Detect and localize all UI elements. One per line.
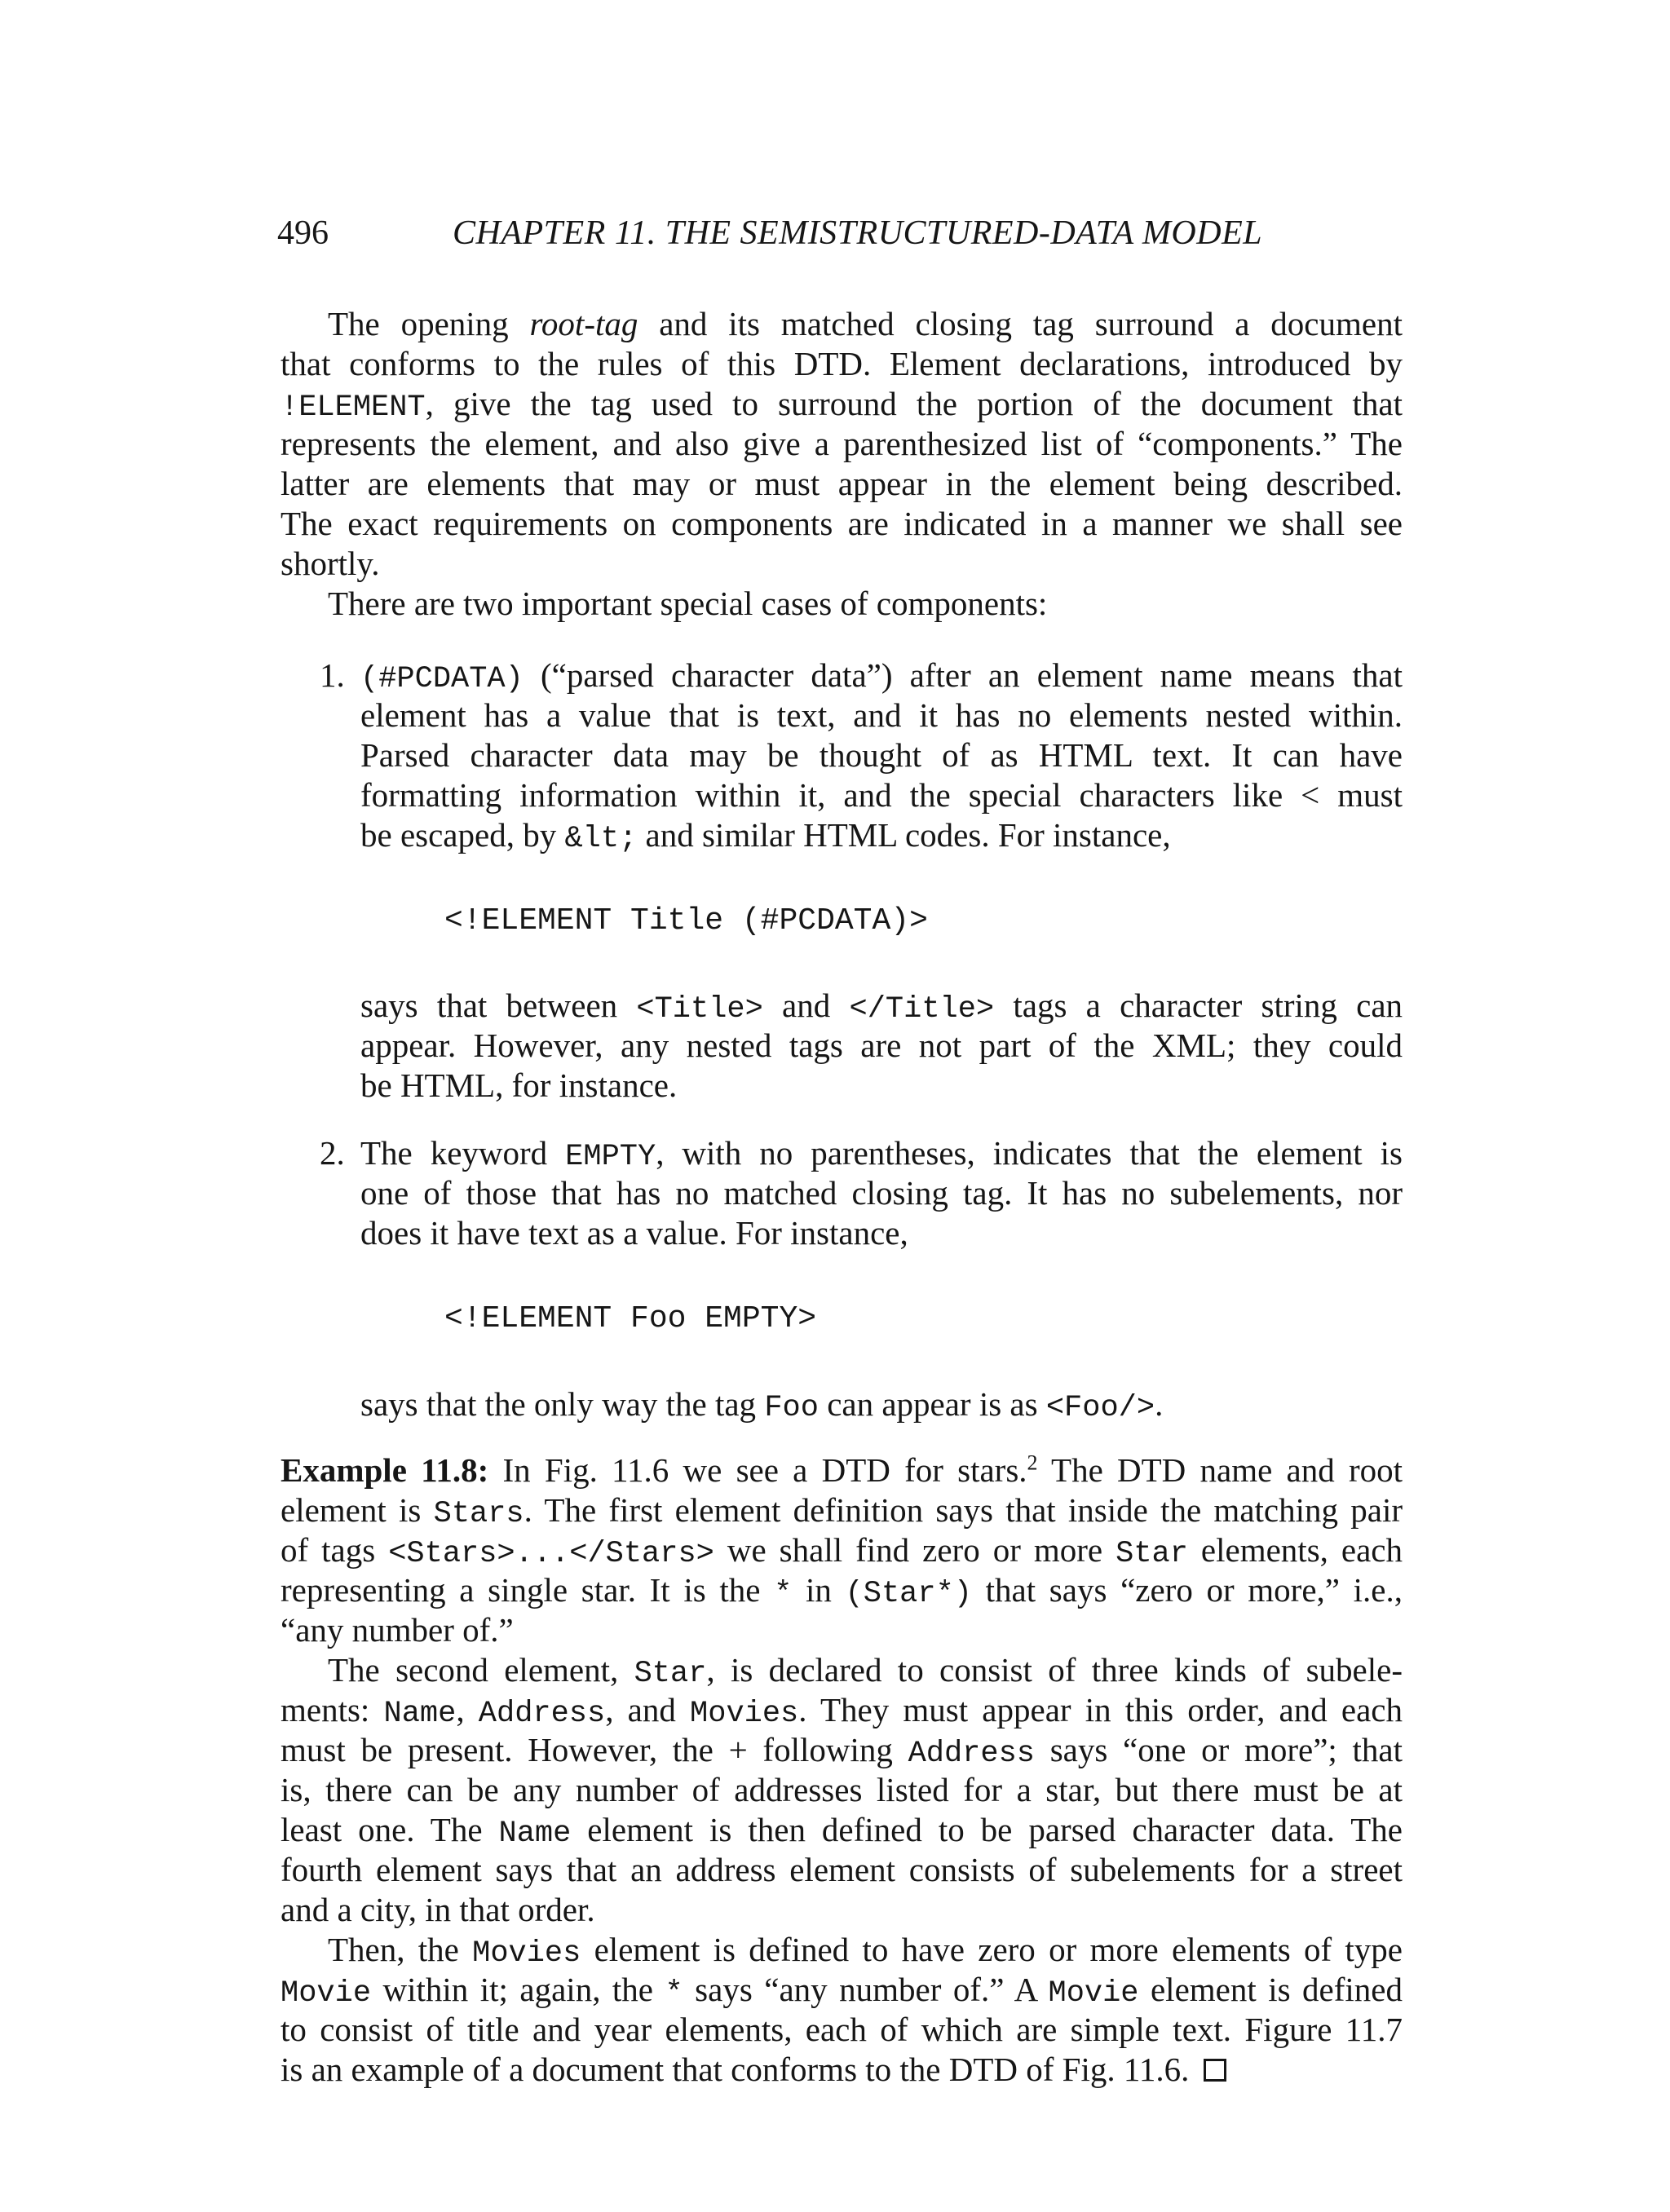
text-span: (“parsed character data”) after an element name means that: [523, 656, 1403, 694]
code-span: Star: [1116, 1537, 1188, 1571]
text-line: shortly.: [281, 545, 380, 582]
code-span: Movie: [1048, 1976, 1139, 2011]
code-span: *: [774, 1577, 793, 1611]
text-line: [281, 1969, 1403, 2010]
text-span: and: [762, 987, 850, 1024]
code-span: EMPTY: [565, 1140, 656, 1174]
text-span: and its matched closing tag surround a document: [638, 305, 1403, 342]
text-span: The second element,: [328, 1651, 634, 1689]
code-span: Name: [383, 1697, 457, 1731]
page-number: 496: [277, 214, 329, 252]
text-span: ments:: [281, 1691, 384, 1729]
text-line: [360, 655, 1403, 695]
text-span: that says “zero or more,” i.e.,: [971, 1571, 1403, 1609]
code-span: &lt;: [564, 822, 638, 856]
text-line: [360, 815, 1171, 855]
text-line: represents the element, and also give a parenthesized list of “components.” The: [281, 425, 1403, 462]
text-line: [281, 383, 1403, 424]
text-line: [281, 1530, 1403, 1570]
text-line: one of those that has no matched closing tag. It has no subelements, nor: [360, 1174, 1403, 1212]
text-span: says “any number of.” A: [683, 1971, 1049, 2008]
text-line: formatting information within it, and the special characters like < must: [360, 776, 1403, 814]
code-span: (Star*): [845, 1577, 972, 1611]
text-line: does it have text as a value. For instance,: [360, 1214, 908, 1252]
text-span: in: [792, 1571, 846, 1609]
code-span: <Title>: [636, 992, 763, 1027]
text-span: , give the tag used to surround the portion of the document that: [425, 385, 1403, 422]
code-span: Stars: [433, 1497, 524, 1531]
text-line: The exact requirements on components are indicated in a manner we shall see: [281, 505, 1403, 542]
list-number: 2.: [320, 1134, 345, 1172]
text-span: is an example of a document that conforms to the DTD of Fig. 11.6.: [281, 2051, 1190, 2088]
text-span: element is then defined to be parsed character data. The: [571, 1811, 1403, 1848]
code-span: Movie: [281, 1976, 372, 2011]
code-example-title: <!ELEMENT Title (#PCDATA)>: [444, 903, 928, 938]
text-span: element is defined to have zero or more elements of type: [581, 1931, 1403, 1968]
text-line: [281, 1490, 1403, 1530]
text-line: and a city, in that order.: [281, 1891, 595, 1928]
text-span: , is declared to consist of three kinds of subele-: [706, 1651, 1403, 1689]
text-line: [328, 1649, 1403, 1690]
text-span: element is: [281, 1491, 434, 1529]
text-line: [281, 2049, 1226, 2090]
code-span: Movies: [472, 1936, 581, 1971]
text-line: [281, 1809, 1403, 1850]
code-span: Foo: [764, 1391, 819, 1425]
text-line: [281, 1729, 1403, 1770]
text-span: of tags: [281, 1531, 389, 1569]
code-span: <Foo/>: [1045, 1391, 1155, 1425]
text-line: [281, 1689, 1403, 1730]
example-label: Example 11.8:: [281, 1451, 489, 1489]
text-span: The opening: [328, 305, 530, 342]
text-span: can appear is as: [818, 1385, 1046, 1423]
code-span: !ELEMENT: [281, 391, 426, 425]
running-title: CHAPTER 11. THE SEMISTRUCTURED-DATA MODEL: [453, 214, 1263, 252]
code-span: Star: [634, 1657, 707, 1691]
text-line: [281, 1450, 1403, 1490]
text-span: . The first element definition says that inside the matching pair: [524, 1491, 1403, 1529]
code-span: <Stars>...</Stars>: [388, 1537, 714, 1571]
text-span: element is defined: [1138, 1971, 1403, 2008]
text-span: , with no parentheses, indicates that the element is: [656, 1134, 1403, 1172]
text-line: [360, 985, 1403, 1026]
code-span: Address: [478, 1697, 606, 1731]
text-line: be HTML, for instance.: [360, 1066, 678, 1104]
code-example-foo: <!ELEMENT Foo EMPTY>: [444, 1301, 817, 1336]
text-line: [360, 1384, 1163, 1424]
text-span: Then, the: [328, 1931, 473, 1968]
text-line: [328, 1929, 1403, 1970]
text-span: says that the only way the tag: [360, 1385, 765, 1423]
text-line: appear. However, any nested tags are not part of the XML; they could: [360, 1027, 1403, 1064]
end-of-example-box-icon: [1204, 2059, 1226, 2082]
text-line: fourth element says that an address element consists of subelements for a street: [281, 1851, 1403, 1888]
text-line: that conforms to the rules of this DTD. Element declarations, introduced by: [281, 345, 1403, 382]
text-line: to consist of title and year elements, each of which are simple text. Figure 11.7: [281, 2011, 1403, 2048]
code-span: *: [665, 1976, 683, 2011]
text-line: is, there can be any number of addresses listed for a star, but there must be at: [281, 1771, 1403, 1808]
emphasis-root-tag: root-tag: [529, 305, 638, 342]
text-span: .: [1155, 1385, 1164, 1423]
paragraph-components: There are two important special cases of components:: [328, 585, 1048, 622]
code-span: Address: [908, 1737, 1035, 1771]
text-span: be escaped, by: [360, 816, 565, 854]
text-span: In Fig. 11.6 we see a DTD for stars.: [488, 1451, 1027, 1489]
footnote-marker: 2: [1027, 1450, 1038, 1475]
code-span: </Title>: [849, 992, 995, 1027]
text-line: [281, 1570, 1403, 1610]
text-span: elements, each: [1187, 1531, 1403, 1569]
text-span: says “one or more”; that: [1035, 1731, 1403, 1768]
list-number: 1.: [320, 656, 345, 694]
text-span: The DTD name and root: [1037, 1451, 1403, 1489]
text-span: and similar HTML codes. For instance,: [637, 816, 1171, 854]
text-line: “any number of.”: [281, 1611, 514, 1649]
text-span: representing a single star. It is the: [281, 1571, 775, 1609]
text-span: . They must appear in this order, and each: [798, 1691, 1403, 1729]
text-span: The keyword: [360, 1134, 566, 1172]
text-span: least one. The: [281, 1811, 499, 1848]
text-line: latter are elements that may or must appear in the element being described.: [281, 465, 1403, 502]
text-span: , and: [605, 1691, 691, 1729]
text-span: we shall find zero or more: [714, 1531, 1116, 1569]
text-line: [328, 303, 1403, 344]
text-span: must be present. However, the + following: [281, 1731, 908, 1768]
text-line: [360, 1132, 1403, 1173]
text-span: ,: [456, 1691, 479, 1729]
text-span: tags a character string can: [994, 987, 1403, 1024]
text-line: Parsed character data may be thought of as HTML text. It can have: [360, 736, 1403, 774]
code-span: Name: [498, 1817, 572, 1851]
text-span: within it; again, the: [371, 1971, 665, 2008]
code-span: (#PCDATA): [360, 662, 524, 696]
text-line: element has a value that is text, and it has no elements nested within.: [360, 696, 1403, 734]
text-span: says that between: [360, 987, 637, 1024]
code-span: Movies: [690, 1697, 799, 1731]
